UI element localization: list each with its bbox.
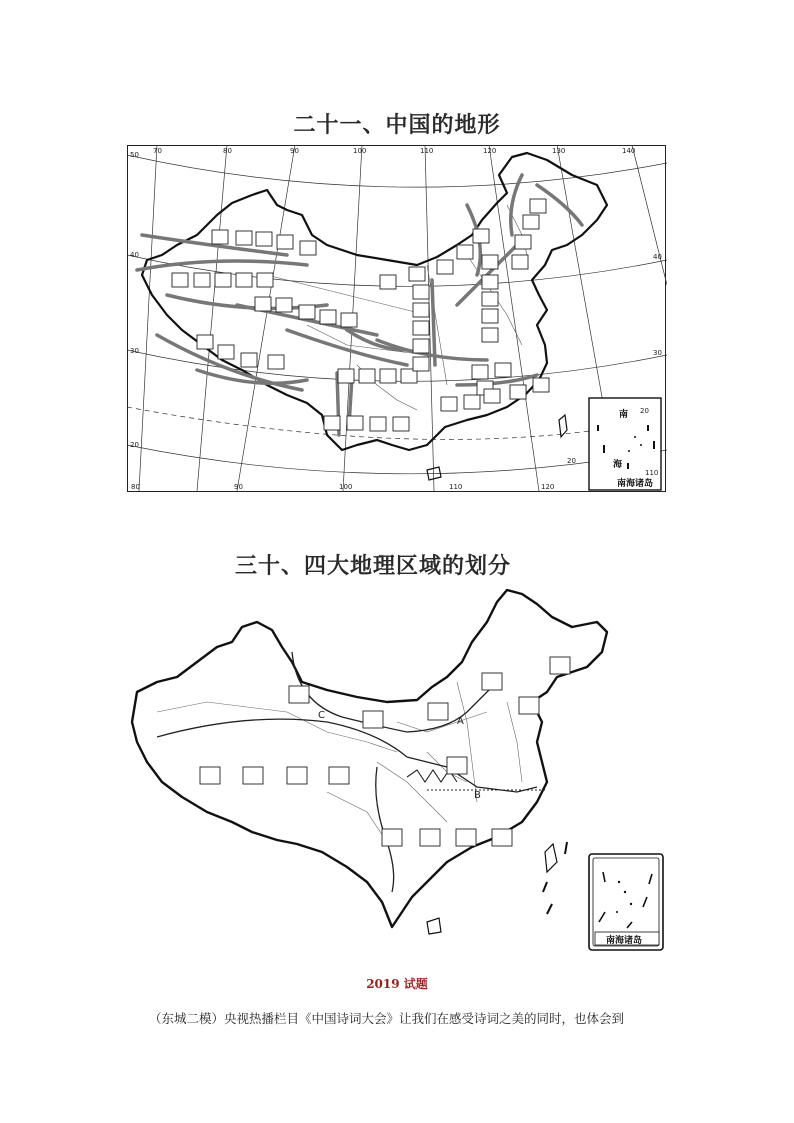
- label-box[interactable]: [329, 767, 349, 784]
- label-box[interactable]: [236, 231, 252, 245]
- label-box[interactable]: [370, 417, 386, 431]
- south-china-sea-inset: [589, 854, 663, 950]
- label-box[interactable]: [510, 385, 526, 399]
- label-box[interactable]: [200, 767, 220, 784]
- terrain-map: [127, 145, 667, 495]
- label-box[interactable]: [197, 335, 213, 349]
- lon-label: 80: [223, 147, 232, 155]
- label-box[interactable]: [324, 416, 340, 430]
- label-box[interactable]: [495, 363, 511, 377]
- label-box[interactable]: [243, 767, 263, 784]
- hainan-island: [427, 918, 441, 934]
- lon-label: 90: [290, 147, 299, 155]
- label-box[interactable]: [393, 417, 409, 431]
- label-box[interactable]: [380, 275, 396, 289]
- label-box[interactable]: [212, 230, 228, 244]
- label-box[interactable]: [268, 355, 284, 369]
- label-box[interactable]: [441, 397, 457, 411]
- label-box[interactable]: [380, 369, 396, 383]
- label-box[interactable]: [413, 285, 429, 299]
- lon-label: 110: [420, 147, 434, 155]
- lat-label: 30: [653, 349, 662, 357]
- south-china-sea-inset: [589, 398, 661, 490]
- label-box[interactable]: [482, 292, 498, 306]
- label-box[interactable]: [300, 241, 316, 255]
- inset-label: 南海诸岛: [606, 936, 643, 946]
- label-box[interactable]: [473, 229, 489, 243]
- label-box[interactable]: [255, 297, 271, 311]
- label-box[interactable]: [437, 260, 453, 274]
- exam-question-text: （东城二模）央视热播栏目《中国诗词大会》让我们在感受诗词之美的同时，也体会到: [149, 1011, 625, 1026]
- label-box[interactable]: [256, 232, 272, 246]
- label-box[interactable]: [482, 328, 498, 342]
- lon-label: 80: [131, 483, 140, 491]
- label-box[interactable]: [277, 235, 293, 249]
- inset-sea-char: 海: [613, 460, 623, 470]
- label-box[interactable]: [413, 357, 429, 371]
- label-box[interactable]: [456, 829, 476, 846]
- label-box[interactable]: [457, 245, 473, 259]
- label-box[interactable]: [409, 267, 425, 281]
- label-box[interactable]: [492, 829, 512, 846]
- point-label-c: C: [318, 710, 325, 721]
- label-box[interactable]: [241, 353, 257, 367]
- label-box[interactable]: [420, 829, 440, 846]
- lon-label: 120: [541, 483, 555, 491]
- label-box[interactable]: [519, 697, 539, 714]
- regions-map: [127, 582, 667, 952]
- lon-label: 90: [234, 483, 243, 491]
- inset-number: 110: [645, 469, 659, 477]
- lat-label: 20: [130, 441, 139, 449]
- label-box[interactable]: [359, 369, 375, 383]
- label-box[interactable]: [515, 235, 531, 249]
- lat-label: 40: [653, 253, 662, 261]
- label-box[interactable]: [550, 657, 570, 674]
- section-title-regions: 三十、四大地理区域的划分: [234, 554, 511, 579]
- label-box[interactable]: [320, 310, 336, 324]
- label-box[interactable]: [512, 255, 528, 269]
- label-box[interactable]: [464, 395, 480, 409]
- label-box[interactable]: [523, 215, 539, 229]
- lat-label: 40: [130, 251, 139, 259]
- label-box[interactable]: [363, 711, 383, 728]
- lon-label: 140: [622, 147, 636, 155]
- label-box[interactable]: [287, 767, 307, 784]
- inset-label: 南海诸岛: [617, 479, 654, 489]
- label-box[interactable]: [299, 305, 315, 319]
- label-box[interactable]: [236, 273, 252, 287]
- label-box[interactable]: [428, 703, 448, 720]
- section-title-terrain: 二十一、中国的地形: [293, 113, 501, 138]
- label-box[interactable]: [482, 673, 502, 690]
- lat-label: 30: [130, 347, 139, 355]
- label-box[interactable]: [472, 365, 488, 379]
- label-box[interactable]: [482, 275, 498, 289]
- label-box[interactable]: [194, 273, 210, 287]
- point-label-a: A: [457, 716, 464, 727]
- inset-sea-char: 南: [619, 410, 629, 420]
- exam-heading: 2019 试题: [366, 977, 428, 991]
- china-outline: [132, 590, 607, 927]
- lat-label: 50: [130, 151, 139, 159]
- label-box[interactable]: [276, 298, 292, 312]
- taiwan-island: [545, 844, 557, 872]
- label-box[interactable]: [484, 389, 500, 403]
- label-box[interactable]: [413, 339, 429, 353]
- label-box[interactable]: [382, 829, 402, 846]
- label-box[interactable]: [218, 345, 234, 359]
- lon-label: 130: [552, 147, 566, 155]
- lon-label: 100: [339, 483, 353, 491]
- lon-label: 70: [153, 147, 162, 155]
- label-box[interactable]: [530, 199, 546, 213]
- label-box[interactable]: [482, 255, 498, 269]
- lat-label: 20: [567, 457, 576, 465]
- label-box[interactable]: [447, 757, 467, 774]
- label-box[interactable]: [413, 303, 429, 317]
- lon-label: 100: [353, 147, 367, 155]
- label-box[interactable]: [413, 321, 429, 335]
- point-label-b: B: [474, 790, 481, 801]
- label-box[interactable]: [341, 313, 357, 327]
- label-box[interactable]: [533, 378, 549, 392]
- lon-label: 120: [483, 147, 497, 155]
- label-box[interactable]: [172, 273, 188, 287]
- label-box[interactable]: [482, 309, 498, 323]
- label-box[interactable]: [257, 273, 273, 287]
- lon-label: 110: [449, 483, 463, 491]
- inset-number: 20: [640, 407, 649, 415]
- label-box[interactable]: [347, 416, 363, 430]
- label-box[interactable]: [289, 686, 309, 703]
- label-box[interactable]: [338, 369, 354, 383]
- label-box[interactable]: [215, 273, 231, 287]
